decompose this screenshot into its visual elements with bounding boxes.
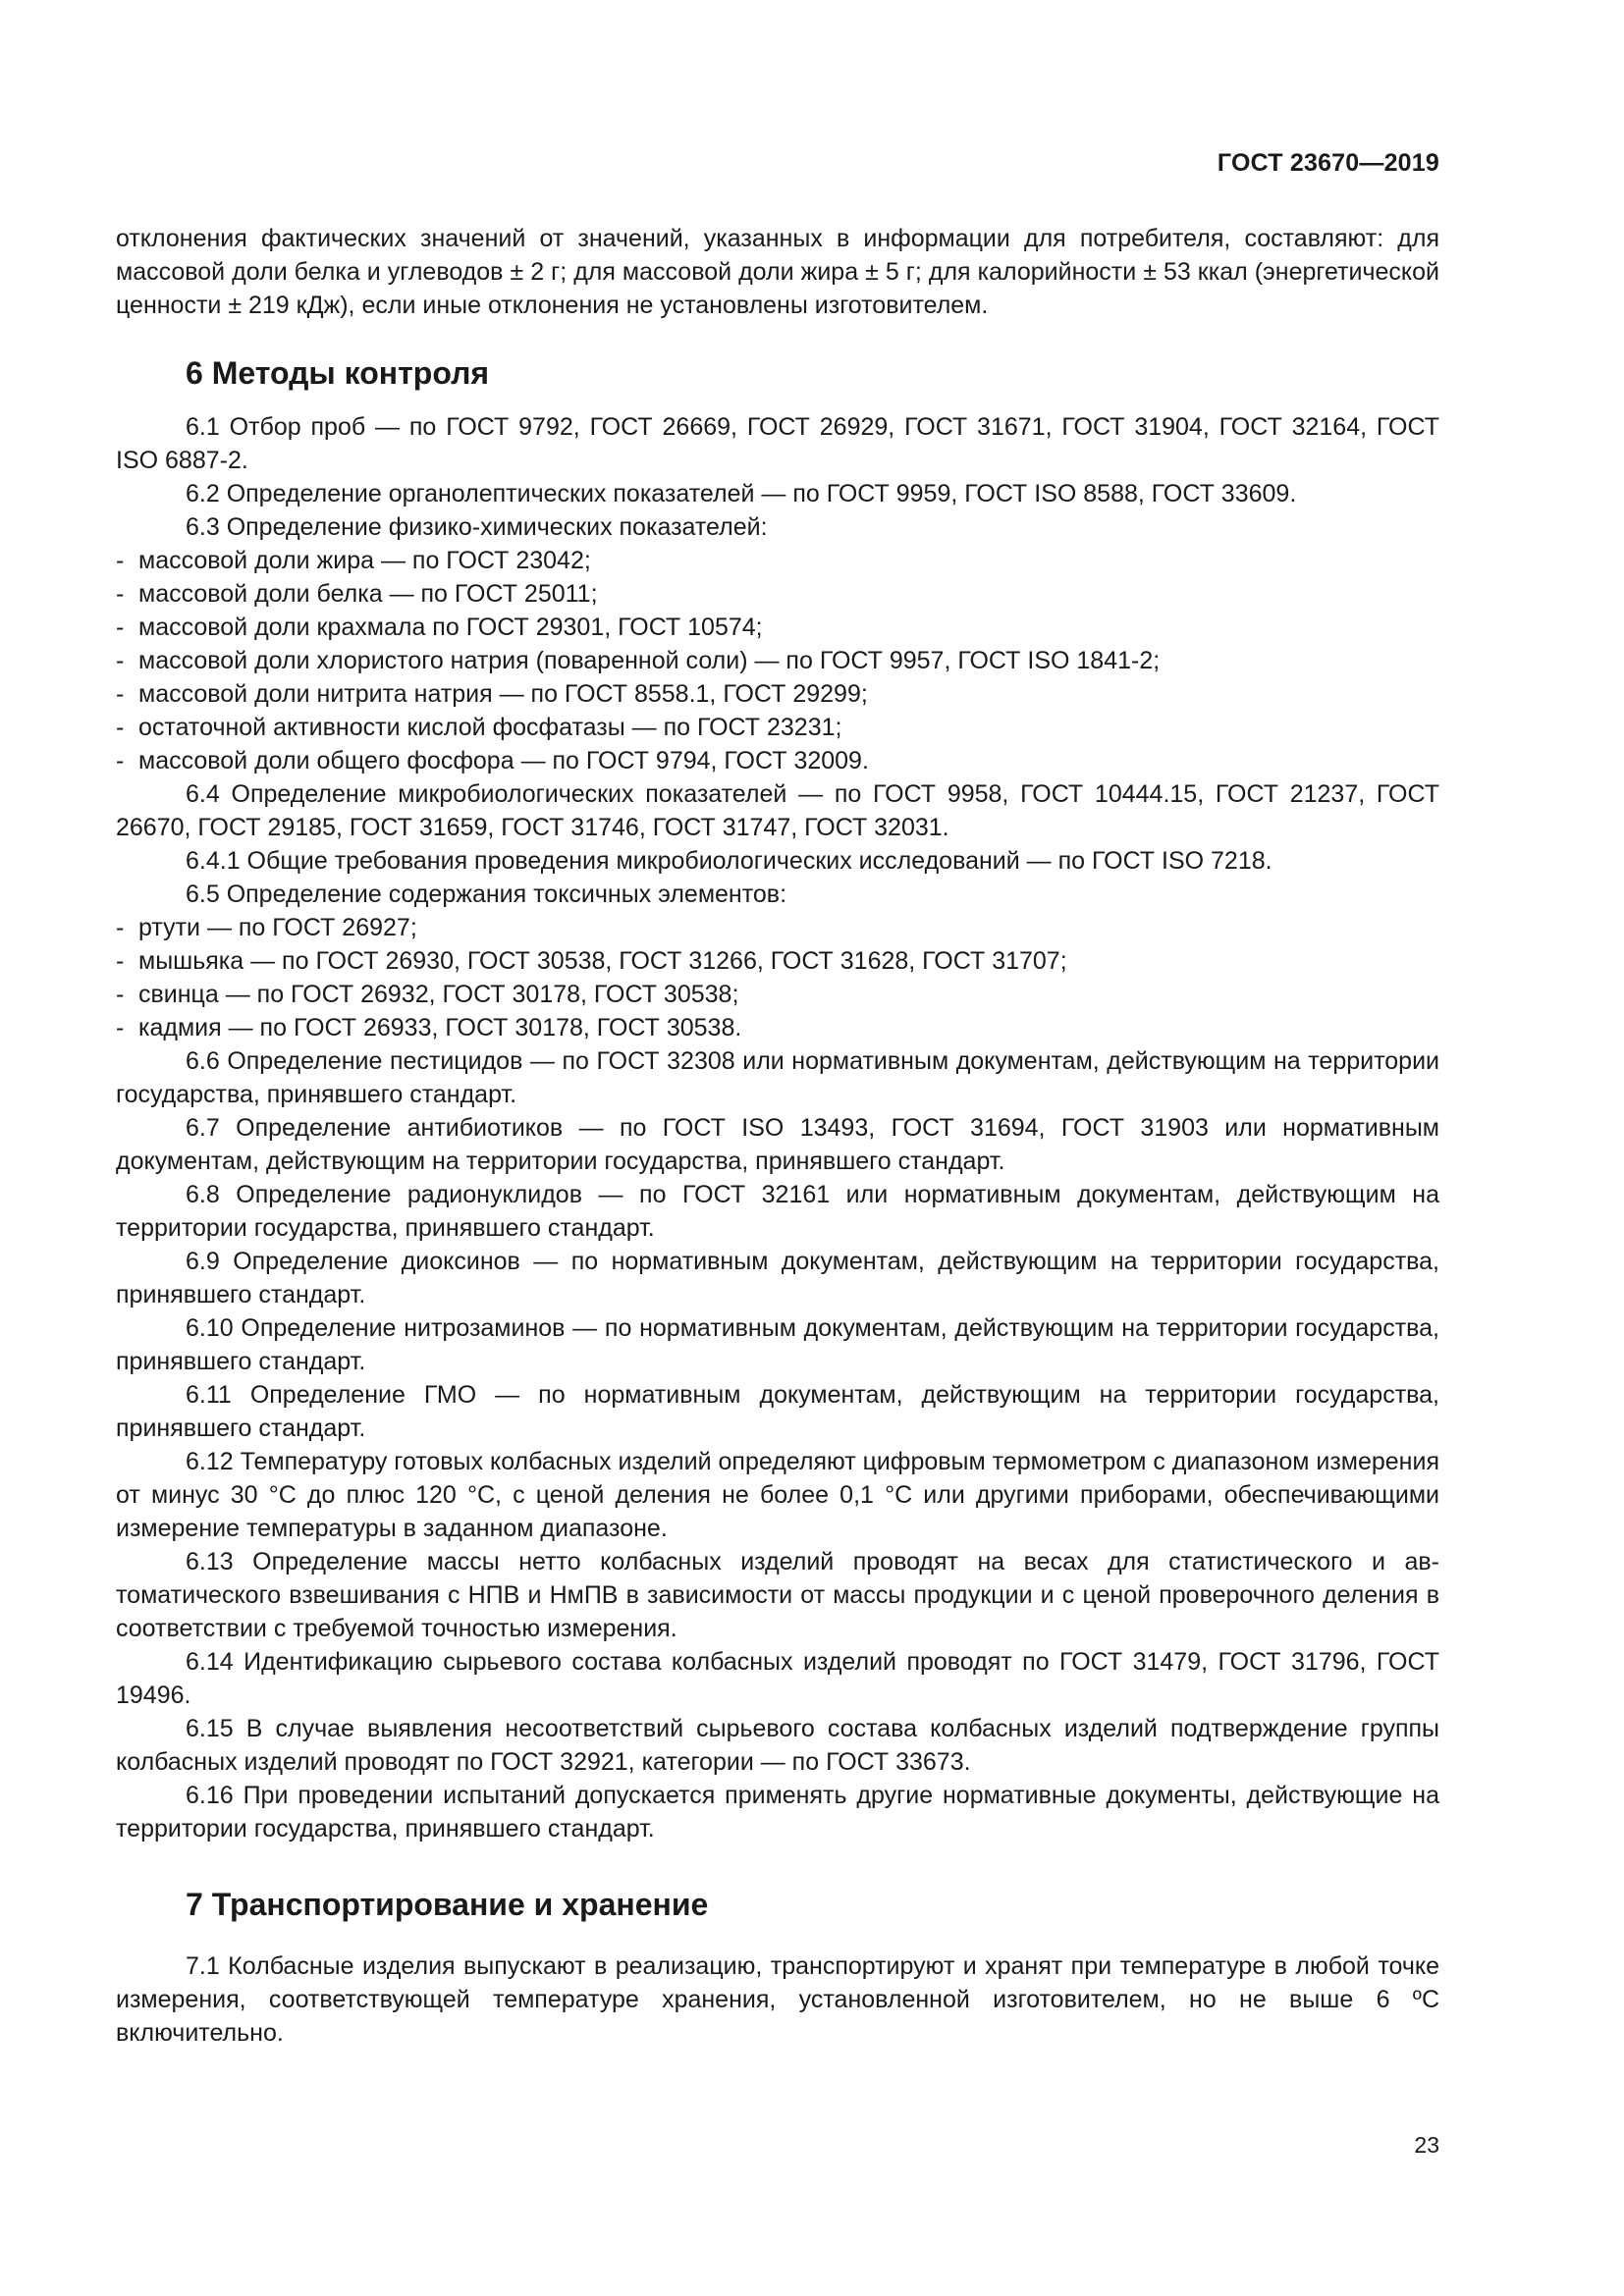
paragraph-6-16: 6.16 При проведении испытаний допускается применять другие нормативные документы, действующие на территории государства, принявшего стандарт. [116, 1782, 1439, 1842]
list-6-5 [116, 911, 1439, 1044]
paragraph-6-10: 6.10 Определение нитрозаминов — по нормативным документам, действующим на территории государства, принявшего стандарт. [116, 1314, 1439, 1375]
paragraph-6-6: 6.6 Определение пестицидов — по ГОСТ 32308 или нормативным документам, действующим на территории государства, принявшего стандарт. [116, 1047, 1439, 1108]
paragraph-6-13: 6.13 Определение массы нетто колбасных изделий проводят на весах для статистического и автоматического взвешивания с НПВ и НмПВ в зависимости от массы продукции и с ценой проверочного деления в соответствии с требуемой точностью измерения. [116, 1548, 1439, 1642]
paragraph-6-1: 6.1 Отбор проб — по ГОСТ 9792, ГОСТ 26669, ГОСТ 26929, ГОСТ 31671, ГОСТ 31904, ГОСТ 32164, ГОСТ ISO 6887-2. [116, 413, 1439, 474]
paragraph-6-11: 6.11 Определение ГМО — по нормативным документам, действующим на территории государства, принявшего стандарт. [116, 1381, 1439, 1442]
paragraph-6-5: 6.5 Определение содержания токсичных элементов: [186, 881, 787, 908]
section-7-title: 7 Транспортирование и хранение [186, 1887, 709, 1922]
list-item: - кадмия — по ГОСТ 26933, ГОСТ 30178, ГОСТ 30538. [116, 1014, 742, 1041]
paragraph-6-8: 6.8 Определение радионуклидов — по ГОСТ 32161 или нормативным документам, действующим на территории государства, принявшего стандарт. [116, 1181, 1439, 1242]
list-item: - массовой доли крахмала по ГОСТ 29301, ГОСТ 10574; [116, 614, 763, 641]
list-item: - остаточной активности кислой фосфатазы — по ГОСТ 23231; [116, 714, 842, 741]
paragraph-6-3: 6.3 Определение физико-химических показателей: [186, 513, 768, 541]
document-body [116, 222, 1439, 2050]
paragraph-6-7: 6.7 Определение антибиотиков — по ГОСТ ISO 13493, ГОСТ 31694, ГОСТ 31903 или нормативным документам, действующим на территории государства, принявшего стандарт. [116, 1114, 1439, 1175]
list-item: - свинца — по ГОСТ 26932, ГОСТ 30178, ГОСТ 30538; [116, 981, 739, 1008]
paragraph-7-1: 7.1 Колбасные изделия выпускают в реализацию, транспортируют и хранят при температуре в любой точке измерения, соответствующей температуре хранения, установленной изготовителем, но не выше 6 ºС включительно. [116, 1952, 1439, 2047]
section-6-title: 6 Методы контроля [186, 355, 490, 391]
list-item: - массовой доли нитрита натрия — по ГОСТ 8558.1, ГОСТ 29299; [116, 680, 868, 708]
list-item: - массовой доли белка — по ГОСТ 25011; [116, 580, 598, 608]
list-item: - массовой доли хлористого натрия (поваренной соли) — по ГОСТ 9957, ГОСТ ISO 1841-2; [116, 647, 1161, 674]
paragraph-6-4: 6.4 Определение микробиологических показателей — по ГОСТ 9958, ГОСТ 10444.15, ГОСТ 21237, ГОСТ 26670, ГОСТ 29185, ГОСТ 31659, ГОСТ 31746, ГОСТ 31747, ГОСТ 32031. [116, 780, 1439, 841]
list-6-3 [116, 544, 1439, 777]
list-item: - мышьяка — по ГОСТ 26930, ГОСТ 30538, ГОСТ 31266, ГОСТ 31628, ГОСТ 31707; [116, 947, 1067, 975]
page-number: 23 [1414, 2132, 1439, 2158]
paragraph-6-9: 6.9 Определение диоксинов — по нормативным документам, действующим на территории государства, принявшего стандарт. [116, 1248, 1439, 1308]
list-item: - массовой доли общего фосфора — по ГОСТ 9794, ГОСТ 32009. [116, 747, 869, 774]
paragraph-6-14: 6.14 Идентификацию сырьевого состава колбасных изделий проводят по ГОСТ 31479, ГОСТ 31796, ГОСТ 19496. [116, 1648, 1439, 1709]
paragraph-6-15: 6.15 В случае выявления несоответствий сырьевого состава колбасных изделий подтверждение группы колбасных изделий проводят по ГОСТ 32921, категории — по ГОСТ 33673. [116, 1715, 1439, 1776]
intro-paragraph: отклонения фактических значений от значений, указанных в информации для потребителя, составляют: для массовой доли белка и углеводов ± 2 г; для массовой доли жира ± 5 г; для калорийности ± 53 ккал (энергетической ценности ± 219 кДж), если иные отклонения не установлены изготовителем. [116, 225, 1439, 319]
paragraph-6-4-1: 6.4.1 Общие требования проведения микробиологических исследований — по ГОСТ ISO 7218. [186, 847, 1272, 875]
list-item: - массовой доли жира — по ГОСТ 23042; [116, 547, 591, 574]
list-item: - ртути — по ГОСТ 26927; [116, 914, 417, 941]
paragraph-6-12: 6.12 Температуру готовых колбасных изделий определяют цифровым термометром с диапазоном измерения от минус 30 °С до плюс 120 °С, с ценой деления не более 0,1 °С или другими приборами, обеспечивающими измерение температуры в заданном диапазоне. [116, 1448, 1439, 1542]
document-page [116, 0, 1439, 2296]
document-id-header: ГОСТ 23670—2019 [1217, 149, 1439, 177]
paragraph-6-2: 6.2 Определение органолептических показателей — по ГОСТ 9959, ГОСТ ISO 8588, ГОСТ 33609. [186, 480, 1297, 507]
